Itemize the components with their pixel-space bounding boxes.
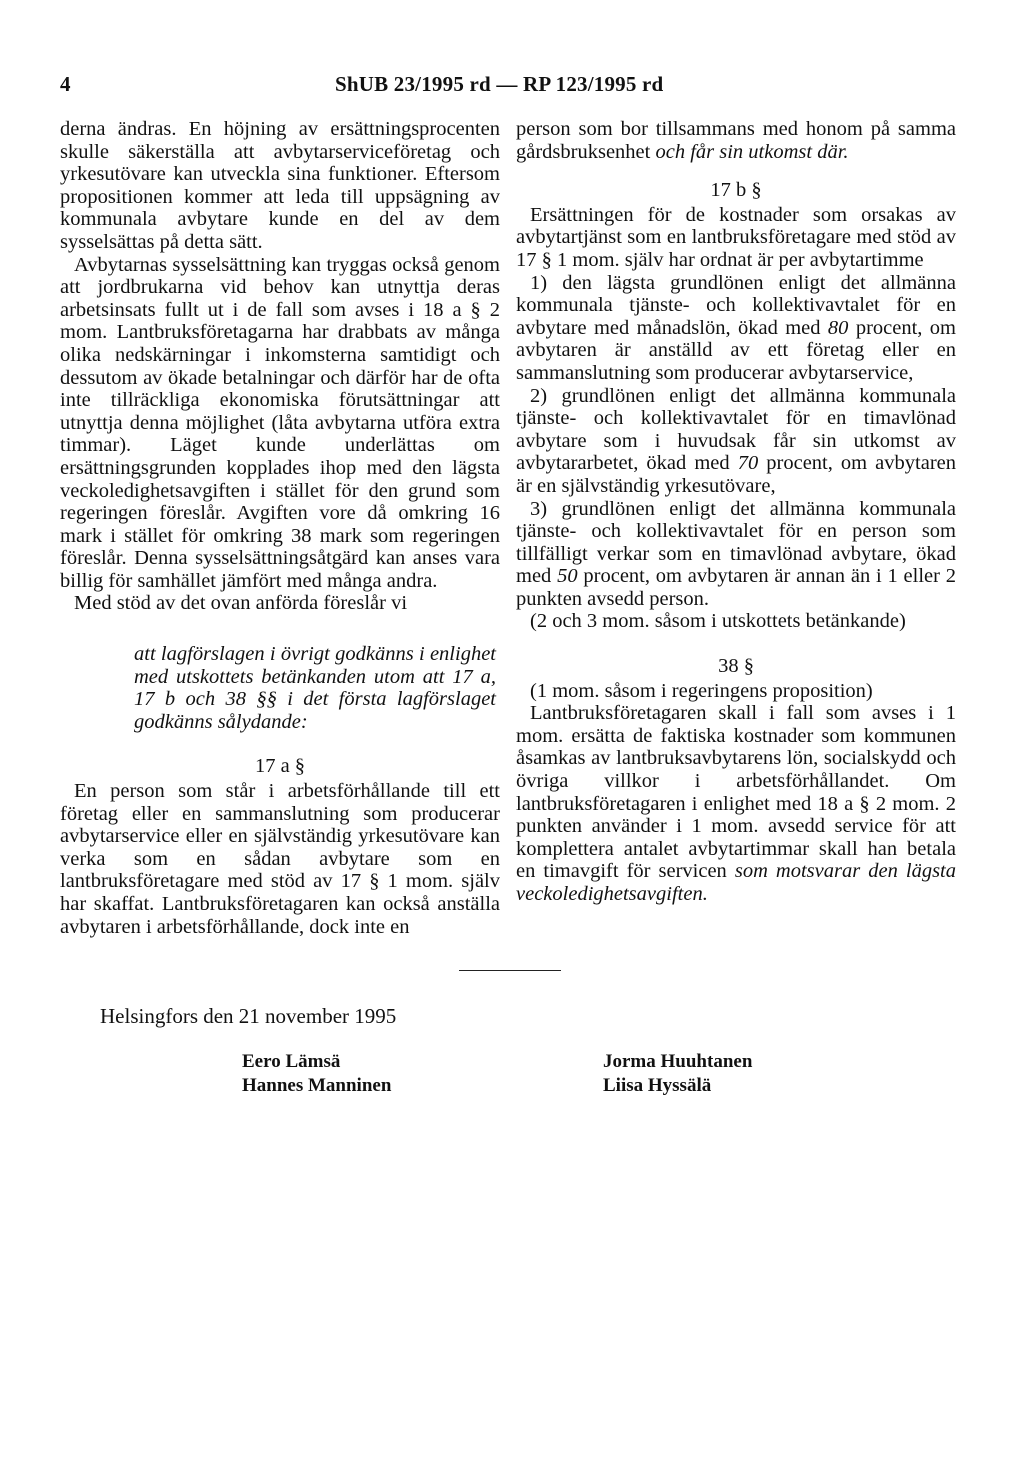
left-column bbox=[60, 118, 500, 938]
running-head: ShUB 23/1995 rd — RP 123/1995 rd bbox=[335, 72, 664, 96]
list-item bbox=[516, 272, 956, 385]
item-text: 3) grundlönen enligt det allmänna kommunala tjänste- och kollektivavtalet för en person som tillfälligt verkar som en timavlönad avbytare, ökad med bbox=[516, 497, 956, 588]
section-text-17a: En person som står i arbetsförhållande till ett företag eller en sammanslutning som producerar avbytarservice eller en självständig yrkesutövare kan verka som en sådan avbytare som en lantbruksföretagare med stöd av 17 § 1 mom. själv har skaffat. Lantbruksföretagaren kan också anställa avbytaren i arbetsförhållande, dock inte en bbox=[60, 780, 500, 938]
divider bbox=[459, 970, 561, 971]
moment-note: (1 mom. såsom i regeringens proposition) bbox=[530, 679, 873, 702]
item-text: procent, om avbytaren är annan än i 1 eller 2 punkten avsedd person. bbox=[516, 565, 956, 610]
section-heading-38: 38 § bbox=[718, 655, 754, 678]
item-text: 1) den lägsta grundlönen enligt det allmänna kommunala tjänste- och kollektivavtalet för en avbytare med månadslön, ökad med bbox=[516, 271, 956, 339]
signatory-name: Liisa Hyssälä bbox=[603, 1075, 712, 1096]
item-percent: 50 bbox=[557, 565, 578, 588]
list-item bbox=[516, 385, 956, 498]
section-text-38 bbox=[516, 702, 956, 905]
place-date: Helsingfors den 21 november 1995 bbox=[100, 1004, 397, 1028]
item-percent: 70 bbox=[737, 452, 759, 475]
paragraph: Med stöd av det ovan anförda föreslår vi bbox=[74, 592, 408, 615]
section-text-italic: som motsvarar den lägsta veckoledighetsavgiften. bbox=[516, 860, 956, 905]
right-column bbox=[516, 118, 956, 906]
page-number: 4 bbox=[60, 72, 71, 96]
continuation-plain: person som bor tillsammans med honom på samma gårdsbruksenhet bbox=[516, 118, 956, 163]
paragraph: Avbytarnas sysselsättning kan tryggas också genom att jordbrukarna vid behov kan utnyttja deras arbetsinsats fullt ut i de fall som avses i 18 a § 2 mom. Lantbruksföretagarna har drabbats av många olika nedskärningar i inkomsterna samtidigt och dessutom av ökade betalningar och därför har de ofta inte tillräckliga ekonomiska förutsättningar att utnyttja denna möjlighet (låta avbytarna utföra extra timmar). Läget kunde underlättas om ersättningsgrunden kopplades ihop med den lägsta veckoledighetsavgiften i stället för den grund som regeringen föreslår. Avgiften vore då omkring 16 mark i stället för omkring 38 mark som regeringen föreslår. Denna sysselsättningsåtgärd kan anses vara billig för samhället jämfört med många andra. bbox=[60, 253, 500, 592]
item-percent: 80 bbox=[827, 316, 849, 339]
signatory-name: Hannes Manninen bbox=[242, 1075, 392, 1096]
resolution-text: att lagförslagen i övrigt godkänns i enlighet med utskottets betänkanden utom att 17 a, 17 b och 38 §§ i det första lagförslaget godkänns sålydande: bbox=[134, 643, 496, 733]
signatory-name: Jorma Huuhtanen bbox=[603, 1051, 753, 1072]
section-heading-17a: 17 a § bbox=[254, 755, 306, 778]
moment-note: (2 och 3 mom. såsom i utskottets betänkande) bbox=[530, 610, 906, 633]
signatory-name: Eero Lämsä bbox=[242, 1051, 341, 1072]
continuation-italic: och får sin utkomst där. bbox=[655, 140, 849, 163]
section-text-17b: Ersättningen för de kostnader som orsakas av avbytartjänst som en lantbruksföretagare med stöd av 17 § 1 mom. själv har ordnat är per avbytartimme bbox=[516, 203, 956, 271]
list-item bbox=[516, 498, 956, 611]
paragraph: derna ändras. En höjning av ersättningsprocenten skulle säkerställa att avbytarserviceföretag och yrkesutövare kan utveckla sina funktioner. Eftersom propositionen kommer att leda till uppsägning av kommunala avbytare kunde en del av dem sysselsättas på detta sätt. bbox=[60, 118, 500, 253]
item-text: procent, om avbytaren är en självständig yrkesutövare, bbox=[516, 452, 956, 497]
section-text-plain: Lantbruksföretagaren skall i fall som avses i 1 mom. ersätta de faktiska kostnader som kommunen åsamkas av lantbruksavbytarens lön, socialskydd och övriga villkor i arbetsförhållandet. Om lantbruksföretagaren i enlighet med 18 a § 2 mom. 2 punkten använder i 1 mom. avsedd service för att komplettera antalet avbytartimmar skall han betala en timavgift för servicen bbox=[516, 702, 956, 883]
item-text: 2) grundlönen enligt det allmänna kommunala tjänste- och kollektivavtalet för en timavlönad avbytare som i huvudsak får sin utkomst av avbytararbetet, ökad med bbox=[516, 384, 956, 475]
item-text: procent, om avbytaren är anställd av ett företag eller en sammanslutning som producerar avbytarservice, bbox=[516, 316, 956, 384]
signatories-right bbox=[603, 1050, 752, 1098]
section-heading-17b: 17 b § bbox=[710, 179, 762, 202]
continuation-text bbox=[516, 118, 956, 163]
signatories-left bbox=[242, 1050, 391, 1098]
